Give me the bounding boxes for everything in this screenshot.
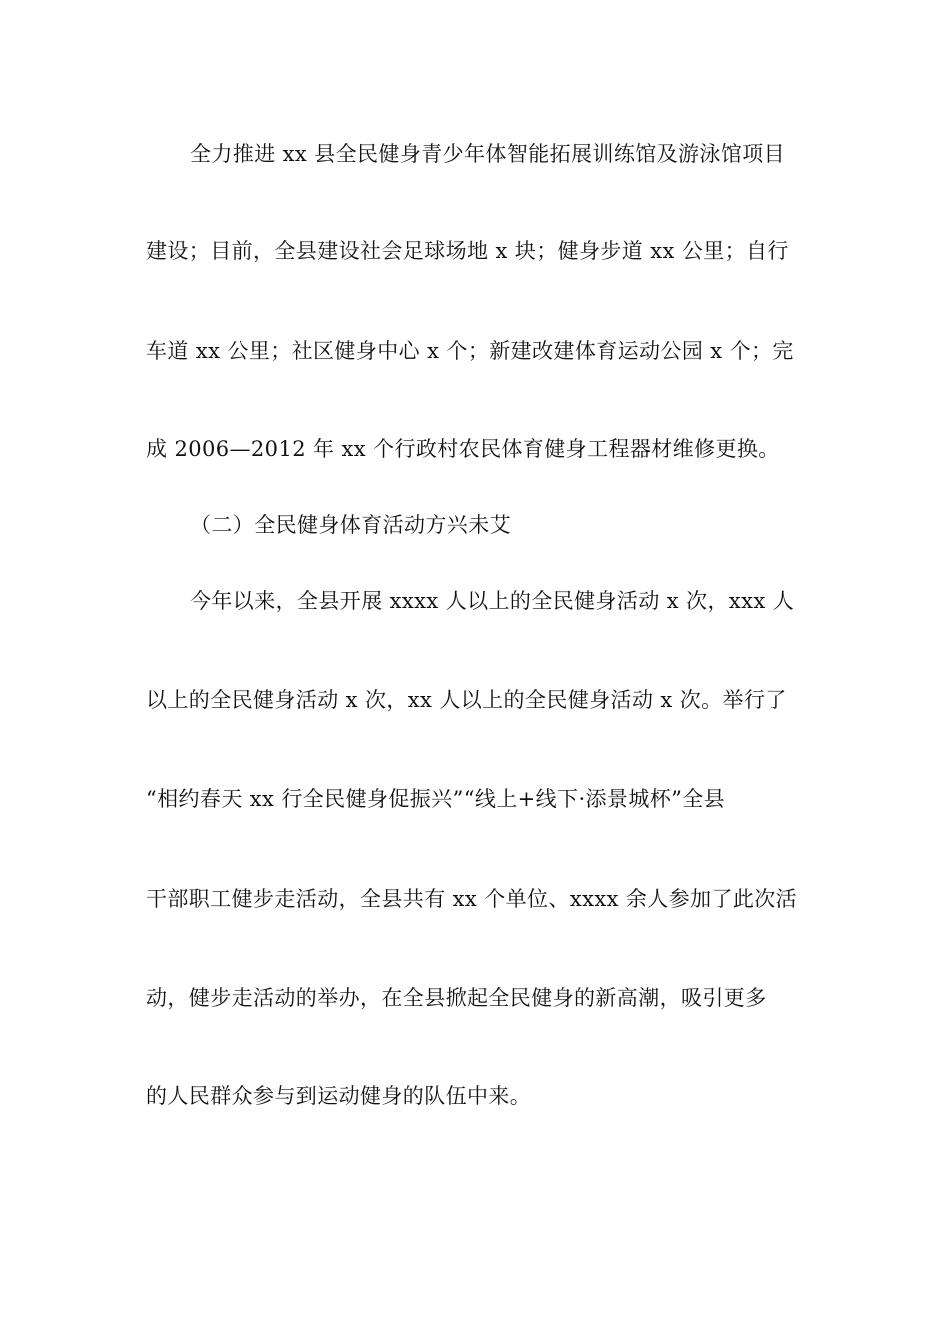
paragraph-1-line-1: 全力推进 xx 县全民健身青少年体智能拓展训练馆及游泳馆项目	[190, 142, 786, 166]
section-heading: （二）全民健身体育活动方兴未艾	[190, 513, 511, 537]
paragraph-2-line-2: 以上的全民健身活动 x 次，xx 人以上的全民健身活动 x 次。举行了	[146, 688, 787, 712]
paragraph-2-line-6: 的人民群众参与到运动健身的队伍中来。	[146, 1084, 532, 1108]
paragraph-1-line-4: 成 2006—2012 年 xx 个行政村农民体育健身工程器材维修更换。	[146, 437, 780, 461]
paragraph-1-line-3: 车道 xx 公里；社区健身中心 x 个；新建改建体育运动公园 x 个；完	[146, 339, 794, 363]
paragraph-2-line-4: 干部职工健步走活动，全县共有 xx 个单位、xxxx 余人参加了此次活	[146, 887, 798, 911]
paragraph-1-line-2: 建设；目前，全县建设社会足球场地 x 块；健身步道 xx 公里；自行	[146, 239, 789, 263]
paragraph-2-line-5: 动，健步走活动的举办，在全县掀起全民健身的新高潮，吸引更多	[146, 986, 767, 1010]
paragraph-2-line-3: “相约春天 xx 行全民健身促振兴”“线上+线下·添景城杯”全县	[146, 787, 726, 811]
paragraph-2-line-1: 今年以来，全县开展 xxxx 人以上的全民健身活动 x 次，xxx 人	[190, 589, 795, 613]
